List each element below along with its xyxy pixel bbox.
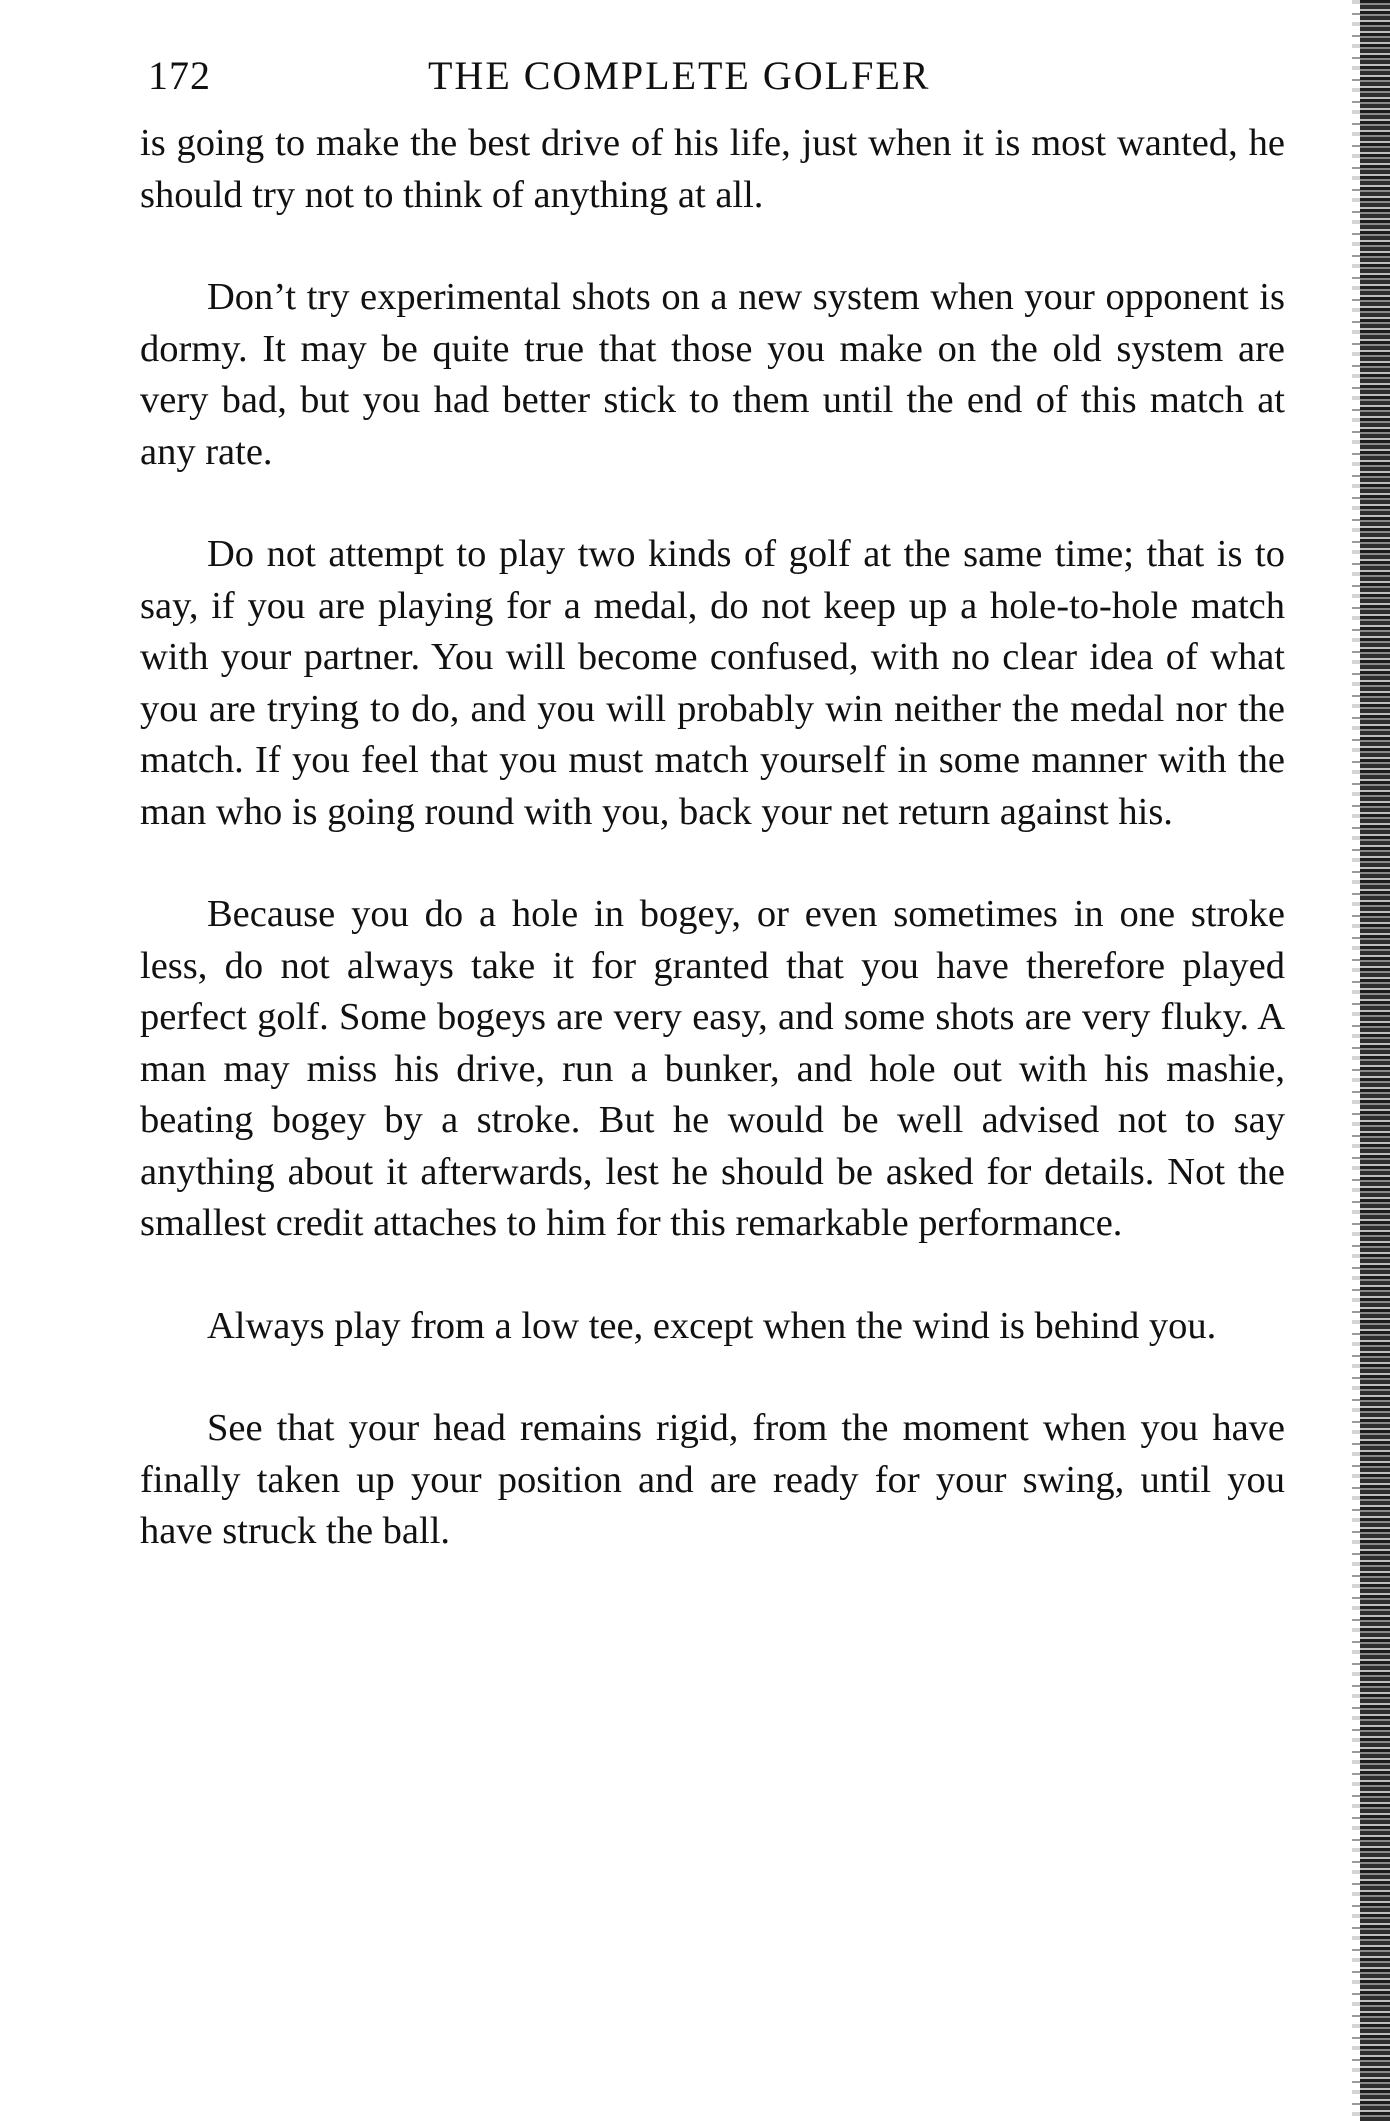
paragraph: Because you do a hole in bogey, or even sometimes in one stroke less, do not always take it for granted that you have therefore played perfect golf. Some bogeys are very easy, and some shots are very fluky. A man may miss his drive, run a bunker, and hole out with his mashie, beating bogey by a stroke. But he would be well advised not to say anything about it afterwards, lest he should be asked for details. Not the smallest credit attaches to him for this remarkable performance. [140,893,1285,1244]
page-edge-shadow [1352,0,1360,2121]
running-head [148,52,1283,112]
paragraph: See that your head remains rigid, from the moment when you have finally taken up your position and are ready for your swing, until you have struck the ball. [140,1407,1285,1552]
paragraph: Don’t try experimental shots on a new system when your opponent is dormy. It may be quite true that those you make on the old system are very bad, but you had better stick to them until the end of this match at any rate. [140,276,1285,473]
paragraph: Do not attempt to play two kinds of golf at the same time; that is to say, if you are playing for a medal, do not keep up a hole-to-hole match with your partner. You will become confused, with no clear idea of what you are trying to do, and you will probably win neither the medal nor the match. If you feel that you must match yourself in some manner with the man who is going round with you, back your net return against his. [140,533,1285,833]
running-title: THE COMPLETE GOLFER [428,53,931,98]
paragraph: Always play from a low tee, except when the wind is behind you. [207,1304,1217,1347]
page-number: 172 [148,53,211,98]
paragraph-continued: is going to make the best drive of his life, just when it is most wanted, he should try not to think of anything at all. [140,122,1285,216]
body-text [140,118,1285,1609]
book-spine-edge [1360,0,1390,2121]
